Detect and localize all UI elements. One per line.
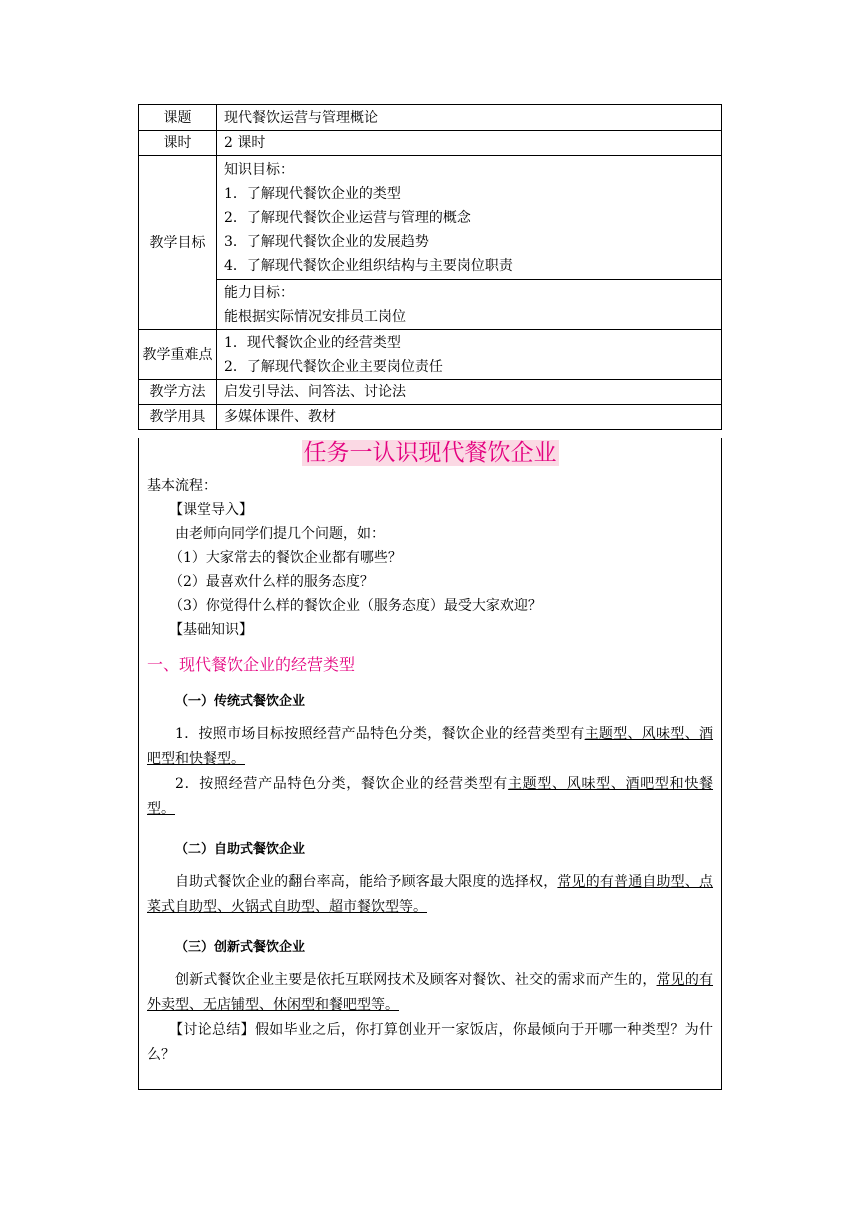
underlined-text: 主题型、风味型、酒吧型和快餐型。 — [147, 776, 714, 817]
ability-goals-cell — [217, 280, 722, 330]
tools-row — [139, 405, 722, 430]
ability-item: 能根据实际情况安排员工岗位 — [224, 308, 406, 325]
knowledge-item: 1．了解现代餐饮企业的类型 — [224, 185, 401, 202]
underlined-text: 主题型、风味型、酒吧型和快餐型。 — [147, 726, 714, 767]
lesson-body — [138, 438, 722, 1090]
basic-knowledge-label: 【基础知识】 — [169, 622, 253, 638]
hours-row — [139, 131, 722, 156]
knowledge-item: 3．了解现代餐饮企业的发展趋势 — [224, 233, 429, 250]
ability-heading: 能力目标： — [224, 284, 294, 301]
knowledge-heading: 知识目标： — [224, 161, 294, 178]
method-row — [139, 380, 722, 405]
tools-label: 教学用具 — [139, 405, 217, 430]
underlined-text: 常见的有普通自助型、点菜式自助型、火锅式自助型、超市餐饮型等。 — [147, 874, 714, 915]
lesson-info-table — [138, 104, 722, 430]
keypoints-cell — [217, 330, 722, 380]
task-title — [139, 438, 721, 468]
goals-label: 教学目标 — [139, 156, 217, 330]
knowledge-item: 4．了解现代餐饮企业组织结构与主要岗位职责 — [224, 257, 513, 274]
keypoints-label: 教学重难点 — [139, 330, 217, 380]
question-item: （2）最喜欢什么样的服务态度？ — [169, 574, 374, 590]
paragraph-text: 创新式餐饮企业主要是依托互联网技术及顾客对餐饮、社交的需求而产生的， — [175, 972, 657, 988]
keypoint-item: 1．现代餐饮企业的经营类型 — [224, 334, 401, 351]
flow-label: 基本流程： — [147, 478, 217, 494]
method-label: 教学方法 — [139, 380, 217, 405]
goals-row-ability — [139, 280, 722, 330]
paragraph — [139, 968, 721, 1018]
task-title-text: 任务一认识现代餐饮企业 — [303, 440, 557, 466]
tools-value: 多媒体课件、教材 — [217, 405, 722, 430]
underlined-text: 常见的有外卖型、无店铺型、休闲型和餐吧型等。 — [147, 972, 714, 1013]
keypoint-item: 2．了解现代餐饮企业主要岗位责任 — [224, 358, 443, 375]
intro-label: 【课堂导入】 — [169, 502, 253, 518]
topic-value: 现代餐饮运营与管理概论 — [217, 105, 722, 131]
subsection-heading: （三）创新式餐饮企业 — [175, 940, 306, 955]
topic-row — [139, 105, 722, 131]
subsection-heading: （一）传统式餐饮企业 — [175, 694, 306, 709]
paragraph-text: 2．按照经营产品特色分类，餐饮企业的经营类型有 — [175, 776, 508, 792]
knowledge-goals-cell — [217, 156, 722, 280]
intro-text: 由老师向同学们提几个问题，如： — [175, 526, 385, 542]
hours-label: 课时 — [139, 131, 217, 156]
knowledge-item: 2．了解现代餐饮企业运营与管理的概念 — [224, 209, 471, 226]
paragraph — [139, 722, 721, 772]
discussion-summary: 【讨论总结】假如毕业之后，你打算创业开一家饭店，你最倾向于开哪一种类型？为什么？ — [147, 1022, 713, 1063]
question-item: （3）你觉得什么样的餐饮企业（服务态度）最受大家欢迎？ — [169, 598, 542, 614]
method-value: 启发引导法、问答法、讨论法 — [217, 380, 722, 405]
goals-row-knowledge — [139, 156, 722, 280]
paragraph-text: 1．按照市场目标按照经营产品特色分类，餐饮企业的经营类型有 — [175, 726, 585, 742]
subsection-heading: （二）自助式餐饮企业 — [175, 842, 306, 857]
topic-label: 课题 — [139, 105, 217, 131]
hours-value: 2 课时 — [217, 131, 722, 156]
lesson-plan-page — [138, 104, 722, 1090]
paragraph-text: 自助式餐饮企业的翻台率高，能给予顾客最大限度的选择权， — [175, 874, 558, 890]
paragraph — [139, 772, 721, 822]
question-item: （1）大家常去的餐饮企业都有哪些？ — [169, 550, 402, 566]
section-heading: 一、现代餐饮企业的经营类型 — [147, 655, 356, 674]
keypoints-row — [139, 330, 722, 380]
paragraph — [139, 870, 721, 920]
